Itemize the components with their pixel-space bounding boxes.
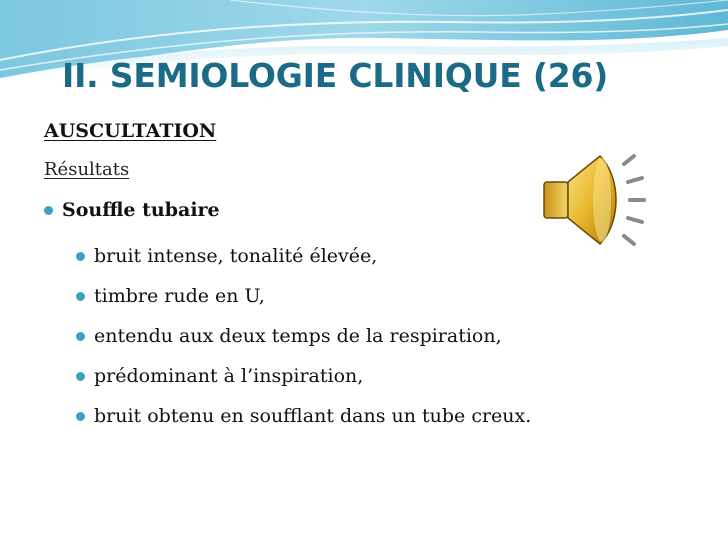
- bullet-dot-icon: [76, 332, 85, 341]
- list-item: [76, 276, 531, 316]
- slide-title: II. SEMIOLOGIE CLINIQUE (26): [62, 56, 609, 95]
- sub-bullet-list: [76, 236, 531, 436]
- bullet-dot-icon: [76, 252, 85, 261]
- list-item: [76, 356, 531, 396]
- section-heading: AUSCULTATION: [44, 120, 217, 142]
- speaker-icon[interactable]: [538, 148, 653, 253]
- list-item: [76, 316, 531, 356]
- list-item-text: timbre rude en U,: [94, 285, 265, 307]
- bullet-dot-icon: [44, 206, 53, 215]
- main-bullet-text: Souffle tubaire: [62, 199, 220, 221]
- list-item-text: bruit obtenu en soufflant dans un tube creux.: [94, 405, 532, 427]
- list-item-text: prédominant à l’inspiration,: [94, 365, 364, 387]
- list-item: [76, 396, 531, 436]
- main-bullet: [44, 199, 220, 221]
- bullet-dot-icon: [76, 292, 85, 301]
- subsection-heading: Résultats: [44, 159, 130, 180]
- list-item-text: bruit intense, tonalité élevée,: [94, 245, 378, 267]
- list-item-text: entendu aux deux temps de la respiration,: [94, 325, 502, 347]
- bullet-dot-icon: [76, 412, 85, 421]
- bullet-dot-icon: [76, 372, 85, 381]
- list-item: [76, 236, 531, 276]
